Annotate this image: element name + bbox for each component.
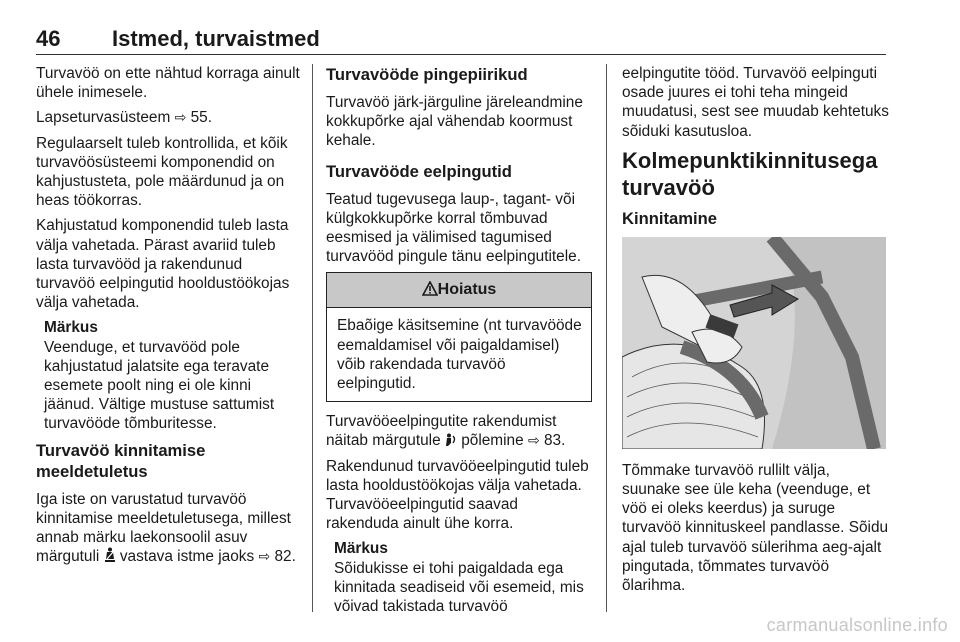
- paragraph: Tõmmake turvavöö rullilt välja, suunake see üle keha (veenduge, et vöö ei oleks keerdus) ja suruge turvavöö kinnituskeel pandlasse. Sõidu ajal tuleb turvavöö sülerihma aeg-ajalt pingutada, tõmmates turvavöö õlarihma.: [622, 461, 889, 595]
- paragraph: Kahjustatud komponendid tuleb lasta välja vahetada. Pärast avariid tuleb lasta turvavööd ja rakendunud turvavöö eelpingutid hooldustöökojas välja vahetada.: [36, 217, 290, 312]
- page-ref-arrow-icon: ⇨: [258, 548, 271, 565]
- page-header: [36, 24, 886, 55]
- paragraph: Rakendunud turvavööeelpingutid tuleb lasta hooldustöökojas välja vahetada. Turvavööeelpingutid saavad rakenduda ainult ühe korra.: [326, 457, 589, 533]
- paragraph: [36, 490, 302, 567]
- seatbelt-reminder-icon: [104, 547, 116, 563]
- page-ref[interactable]: 82.: [274, 548, 296, 566]
- paragraph: [36, 108, 302, 127]
- paragraph: Turvavöö järk-järguline järeleandmine kokkupõrke ajal vähendab koormust kehale.: [326, 94, 583, 150]
- page-title: Istmed, turvaistmed: [112, 26, 320, 51]
- warning-header: [327, 273, 591, 308]
- section-heading: Kolmepunktikinnitusega turvavöö: [622, 147, 878, 200]
- note-title: Märkus: [334, 540, 388, 558]
- column-2: [326, 64, 592, 622]
- note-title: Märkus: [44, 319, 98, 337]
- section-heading: Turvavöö kinnitamise meeldetuletus: [36, 440, 206, 481]
- warning-title: Hoiatus: [437, 281, 497, 299]
- warning-text: Ebaõige käsitsemine (nt turvavööde eemaldamisel või paigaldamisel) võib rakendada turvavöö eelpingutid.: [337, 317, 582, 393]
- paragraph: eelpingutite tööd. Turvavöö eelpinguti osade juures ei tohi teha mingeid muudatusi, sest see muudab kehtetuks sõiduki kasutusloa.: [622, 65, 889, 140]
- paragraph: Regulaarselt tuleb kontrollida, et kõik turvavöösüsteemi komponendid on kahjustusteta, pole määrdunud ja on heas töökorras.: [36, 134, 288, 210]
- column-1: [36, 64, 302, 572]
- paragraph: Turvavöö on ette nähtud korraga ainult ühele inimesele.: [36, 65, 300, 102]
- note: [36, 318, 302, 433]
- paragraph: Teatud tugevusega laup-, tagant- või külgkokkupõrke korral tõmbuvad eesmised ja välimised tagumised turvavööd pingule tänu eelpingutitele.: [326, 190, 581, 266]
- paragraph-text: Lapseturvasüsteem: [36, 109, 175, 127]
- paragraph-text: vastava istme jaoks: [115, 548, 259, 566]
- watermark: carmanualsonline.info: [766, 615, 948, 635]
- paragraph: [326, 412, 592, 450]
- note-text: Veenduge, et turvavööd pole kahjustatud jalatsite ega teravate esemete poolt ning ei ole kinni jäänud. Vältige mustuse sattumist turvavööde tõmburitesse.: [44, 338, 275, 433]
- warning-box: [326, 272, 592, 402]
- paragraph-text: Iga iste on varustatud turvavöö kinnitamise meeldetuletusega, millest annab märku laekonsoolil asuv märgutuli: [36, 490, 291, 566]
- column-divider: [606, 64, 607, 612]
- subsection-heading: Kinnitamine: [622, 208, 717, 228]
- note-text: Sõidukisse ei tohi paigaldada ega kinnitada seadiseid või esemeid, mis võivad takistada turvavöö: [334, 559, 584, 616]
- page-number: 46: [36, 26, 61, 51]
- airbag-warning-icon: [445, 433, 457, 447]
- paragraph-text: Turvavööeelpingutite rakendumist näitab märgutule: [326, 413, 557, 450]
- note: [326, 539, 592, 616]
- page-ref-arrow-icon: ⇨: [174, 109, 187, 126]
- page-ref[interactable]: 55.: [190, 109, 213, 127]
- column-3: [622, 64, 892, 601]
- column-divider: [312, 64, 313, 612]
- page-ref-arrow-icon: ⇨: [527, 432, 540, 449]
- seatbelt-fastening-illustration: [622, 237, 886, 449]
- page-ref[interactable]: 83.: [543, 432, 566, 450]
- paragraph-text: põlemine: [456, 432, 528, 450]
- warning-icon: [422, 281, 438, 296]
- section-heading: Turvavööde pingepiirikud: [326, 65, 528, 84]
- section-heading: Turvavööde eelpingutid: [326, 161, 512, 181]
